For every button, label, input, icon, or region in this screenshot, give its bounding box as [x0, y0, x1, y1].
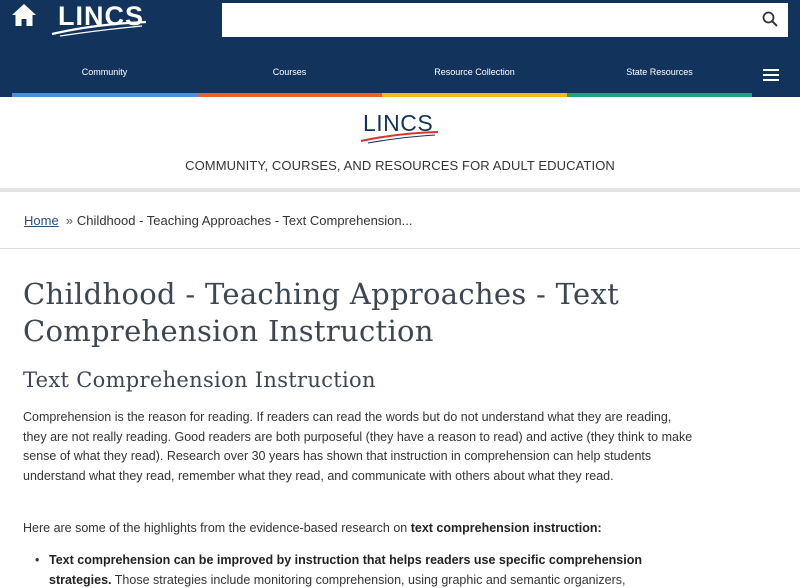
- highlights-intro-text: Here are some of the highlights from the evidence-based research on: [23, 521, 411, 535]
- nav-label: Resource Collection: [434, 67, 515, 77]
- site-tagline: COMMUNITY, COURSES, AND RESOURCES FOR ADULT EDUCATION: [185, 158, 615, 173]
- nav-label: Courses: [272, 67, 307, 77]
- list-item-text: Those strategies include monitoring comprehension, using graphic and semantic organizers,: [111, 572, 626, 587]
- highlights-intro-bold: text comprehension instruction:: [410, 521, 602, 535]
- highlights-list: [49, 551, 649, 588]
- site-banner: [0, 97, 800, 192]
- list-item: [49, 551, 649, 588]
- main-nav: [12, 54, 752, 97]
- search-input[interactable]: [222, 3, 788, 37]
- lincs-banner-logo[interactable]: [360, 110, 440, 144]
- lincs-logo[interactable]: [50, 0, 150, 38]
- logo-swoosh: [360, 128, 440, 144]
- logo-text: LINCS: [363, 110, 434, 136]
- logo-text: LINCS: [58, 1, 144, 31]
- breadcrumb-current: Childhood - Teaching Approaches - Text Comprehension...: [76, 213, 413, 228]
- hamburger-menu-icon[interactable]: [763, 69, 779, 81]
- breadcrumb-separator: »: [65, 213, 73, 228]
- nav-label: Community: [81, 67, 128, 77]
- list-item-bold: Text comprehension can be improved by instruction that helps readers use specific comprehension strategies.: [49, 553, 642, 587]
- nav-resource-collection[interactable]: [382, 54, 567, 97]
- divider: [0, 248, 800, 249]
- home-icon[interactable]: [11, 3, 37, 27]
- nav-community[interactable]: [12, 54, 197, 97]
- section-heading: Text Comprehension Instruction: [23, 368, 376, 392]
- intro-paragraph: Comprehension is the reason for reading. If readers can read the words but do not understand what they are reading, they are not really reading. Good readers are both purposeful (they have a reason to read) and active (they think to make sense of what they read). Research over 30 years has shown that instruction in comprehension can help students understand what they read, remember what they read, and communicate with others about what they read.: [23, 410, 693, 483]
- highlights-intro: [23, 519, 723, 538]
- breadcrumb: [24, 213, 412, 228]
- nav-courses[interactable]: [197, 54, 382, 97]
- site-header: [0, 0, 800, 97]
- nav-state-resources[interactable]: [567, 54, 752, 97]
- page-title: Childhood - Teaching Approaches - Text Comprehension Instruction: [23, 277, 620, 348]
- logo-swoosh: [50, 20, 150, 38]
- nav-label: State Resources: [626, 67, 693, 77]
- breadcrumb-home-link[interactable]: Home: [24, 213, 59, 228]
- search-icon[interactable]: [762, 11, 778, 27]
